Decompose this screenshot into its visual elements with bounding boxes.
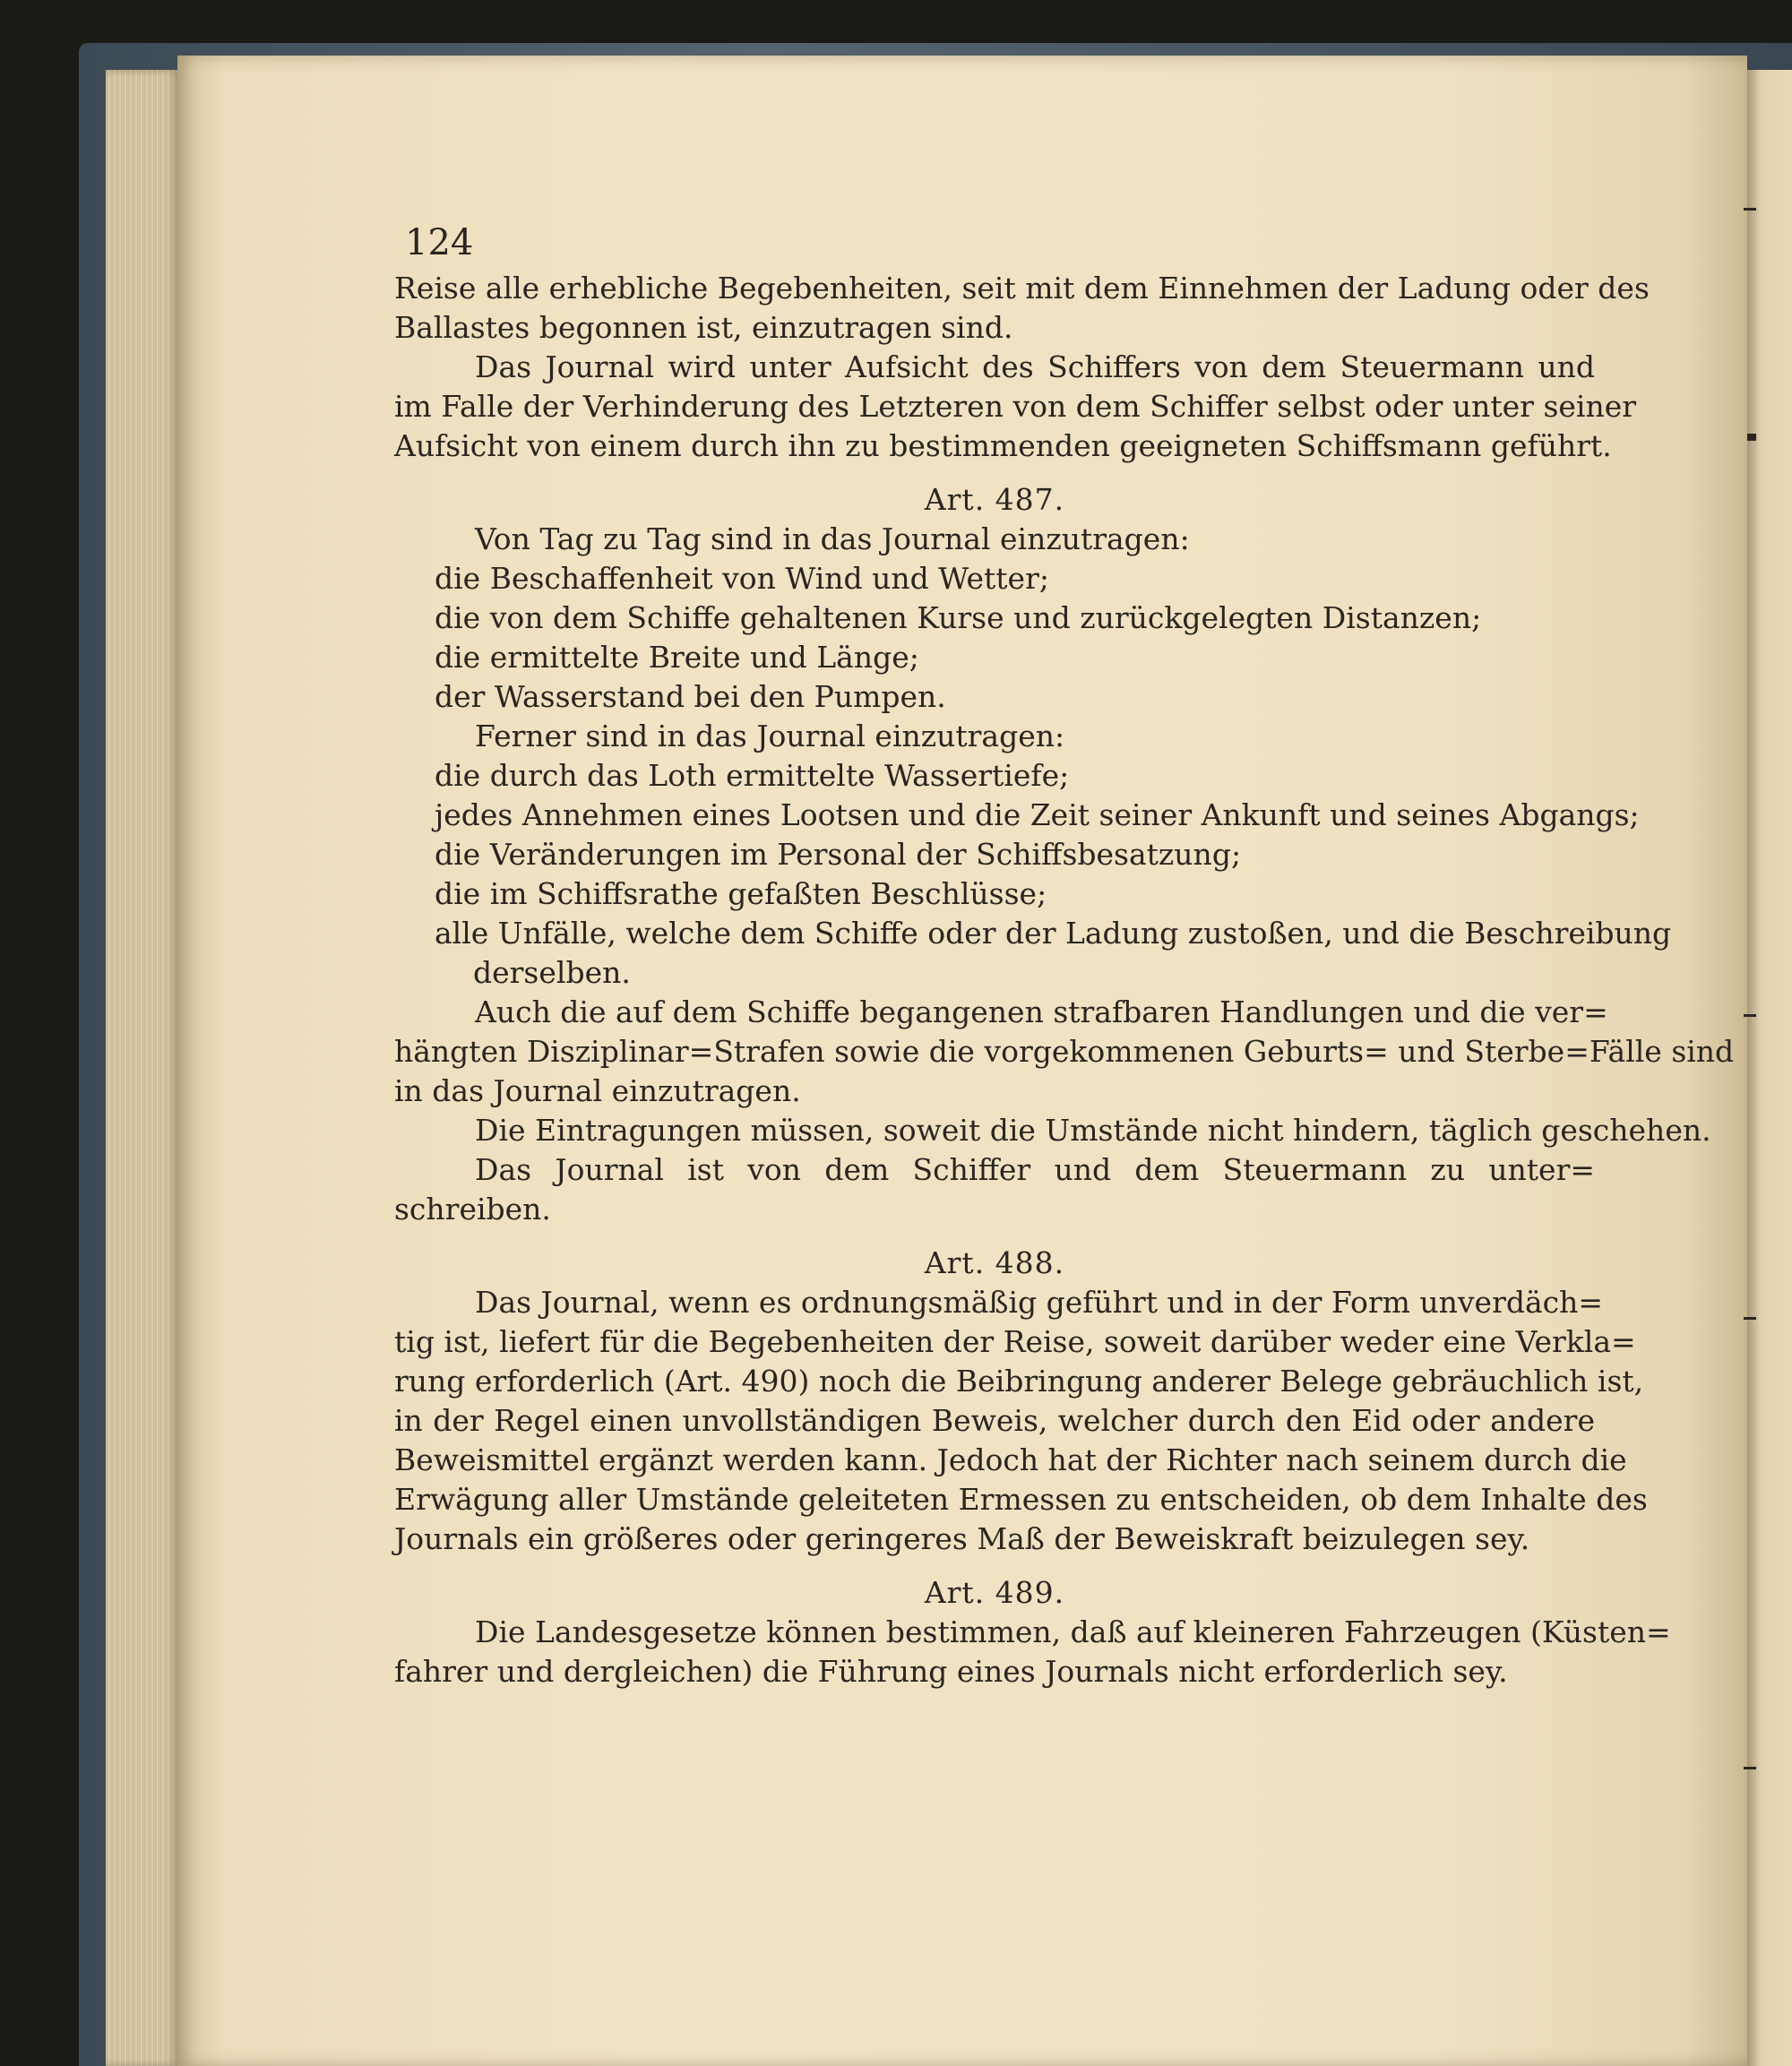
paragraph-line: in das Journal einzutragen. (394, 1073, 801, 1108)
article-heading: Art. 487. (924, 482, 1065, 517)
list-item: die im Schiffsrathe gefaßten Beschlüsse; (435, 876, 1047, 911)
list-item: die ermittelte Breite und Länge; (435, 640, 919, 675)
paragraph-line: Von Tag zu Tag sind in das Journal einzutragen: (475, 521, 1190, 556)
paragraph-line: Erwägung aller Umstände geleiteten Ermessen zu entscheiden, ob dem Inhalte des (394, 1482, 1648, 1517)
edge-mark (1744, 1014, 1756, 1017)
list-item: derselben. (473, 955, 631, 990)
paragraph-line: im Falle der Verhinderung des Letzteren von dem Schiffer selbst oder unter seiner (394, 389, 1637, 424)
paragraph-line: Das Journal, wenn es ordnungsmäßig geführt und in der Form unverdäch= (475, 1285, 1604, 1320)
page-number: 124 (405, 222, 474, 263)
list-item: jedes Annehmen eines Lootsen und die Zeit seiner Ankunft und seines Abgangs; (435, 797, 1640, 832)
paragraph-line: rung erforderlich (Art. 490) noch die Beibringung anderer Belege gebräuchlich ist, (394, 1364, 1644, 1399)
paragraph-line: Auch die auf dem Schiffe begangenen strafbaren Handlungen und die ver= (475, 994, 1608, 1029)
list-item: die von dem Schiffe gehaltenen Kurse und zurückgelegten Distanzen; (435, 600, 1482, 635)
paragraph-line: schreiben. (394, 1192, 551, 1227)
paragraph-line: Reise alle erhebliche Begebenheiten, seit mit dem Einnehmen der Ladung oder des (394, 271, 1650, 306)
paragraph-line: Ballastes begonnen ist, einzutragen sind. (394, 310, 1013, 345)
paragraph-line: hängten Disziplinar=Strafen sowie die vorgekommenen Geburts= und Sterbe=Fälle sind (394, 1034, 1735, 1069)
list-item: die Veränderungen im Personal der Schiffsbesatzung; (435, 837, 1242, 872)
paragraph-line: Beweismittel ergänzt werden kann. Jedoch hat der Richter nach seinem durch die (394, 1442, 1627, 1477)
list-item: die durch das Loth ermittelte Wassertiefe; (435, 758, 1070, 793)
list-item: alle Unfälle, welche dem Schiffe oder der Ladung zustoßen, und die Beschreibung (435, 916, 1672, 951)
paragraph-line: fahrer und dergleichen) die Führung eines Journals nicht erforderlich sey. (394, 1654, 1508, 1689)
paragraph-line: Die Eintragungen müssen, soweit die Umstände nicht hindern, täglich geschehen. (475, 1113, 1711, 1148)
paragraph-line: Journals ein größeres oder geringeres Maß der Beweiskraft beizulegen sey. (394, 1521, 1530, 1556)
paragraph-line: tig ist, liefert für die Begebenheiten der Reise, soweit darüber weder eine Verkla= (394, 1324, 1636, 1359)
edge-mark (1744, 1317, 1756, 1320)
article-heading: Art. 488. (924, 1245, 1065, 1280)
paragraph-line: Die Landesgesetze können bestimmen, daß auf kleineren Fahrzeugen (Küsten= (475, 1614, 1671, 1649)
edge-mark (1744, 208, 1756, 211)
list-item: der Wasserstand bei den Pumpen. (435, 679, 946, 714)
edge-mark (1744, 1767, 1756, 1769)
article-heading: Art. 489. (924, 1575, 1065, 1610)
paragraph-line: Das Journal ist von dem Schiffer und dem Steuermann zu unter= (475, 1152, 1595, 1187)
paragraph-line: Ferner sind in das Journal einzutragen: (475, 719, 1065, 753)
paragraph-line: Das Journal wird unter Aufsicht des Schiffers von dem Steuermann und (475, 349, 1595, 384)
paragraph-line: Aufsicht von einem durch ihn zu bestimmenden geeigneten Schiffsmann geführt. (394, 428, 1612, 463)
page-body (394, 269, 1735, 1692)
page-edges (106, 70, 179, 2066)
list-item: die Beschaffenheit von Wind und Wetter; (435, 561, 1049, 596)
paragraph-line: in der Regel einen unvollständigen Beweis, welcher durch den Eid oder andere (394, 1403, 1595, 1438)
edge-mark (1747, 434, 1756, 441)
